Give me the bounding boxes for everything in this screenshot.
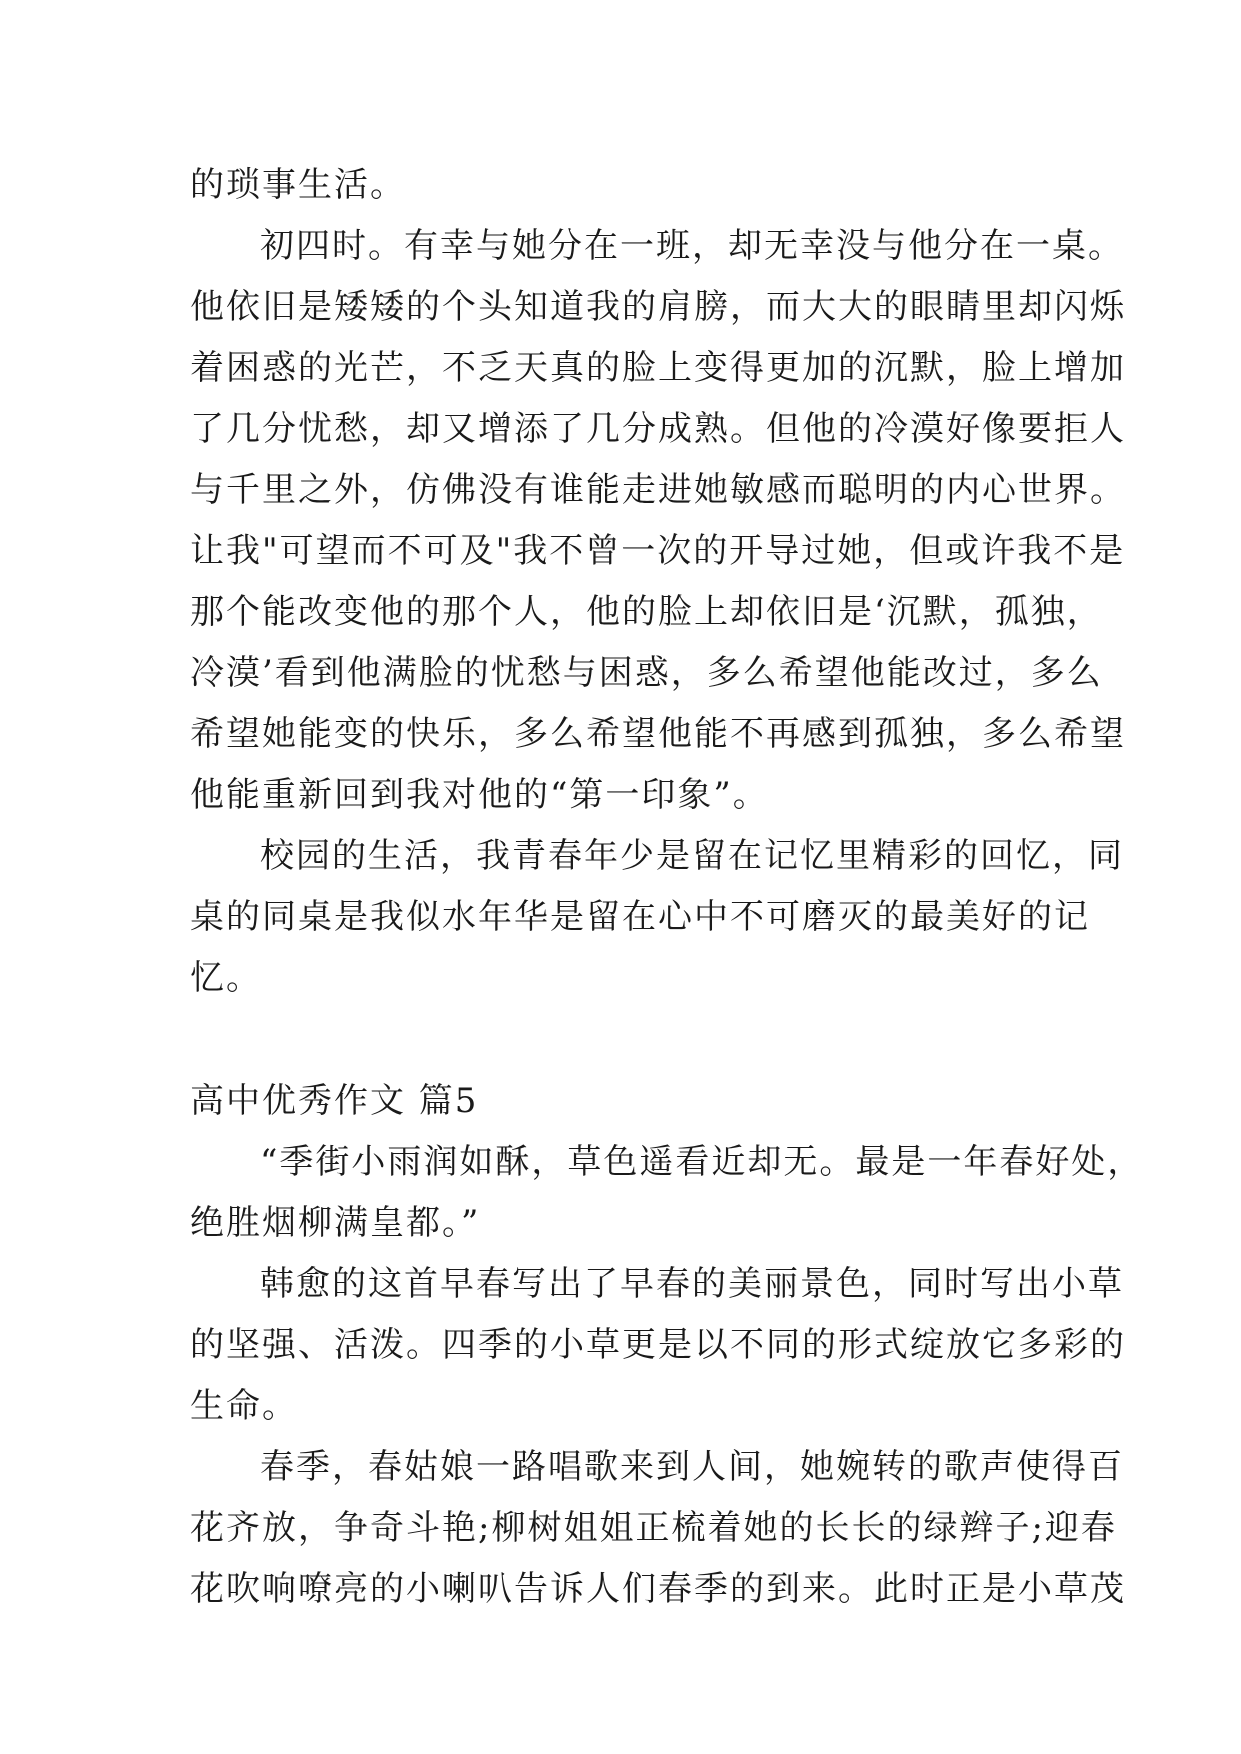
- text-line: 春季，春姑娘一路唱歌来到人间，她婉转的歌声使得百: [260, 1447, 1124, 1487]
- text-line: 花吹响嘹亮的小喇叭告诉人们春季的到来。此时正是小草茂: [190, 1569, 1126, 1609]
- text-line: 他能重新回到我对他的“第一印象”。: [190, 775, 769, 815]
- paragraph: [190, 826, 1124, 1009]
- text-line: 忆。: [190, 958, 262, 998]
- section-gap: [190, 1009, 1070, 1071]
- text-line: 绝胜烟柳满皇都。”: [190, 1203, 481, 1243]
- text-line: 着困惑的光芒，不乏天真的脸上变得更加的沉默，脸上增加: [190, 348, 1126, 388]
- text-line: 韩愈的这首早春写出了早春的美丽景色，同时写出小草: [260, 1264, 1124, 1304]
- text-line: 冷漠’看到他满脸的忧愁与困惑，多么希望他能改过，多么: [190, 653, 1103, 693]
- paragraph: [190, 1132, 1144, 1254]
- paragraph: [190, 216, 1126, 826]
- text-line: 生命。: [190, 1386, 298, 1426]
- text-line: 的琐事生活。: [190, 165, 406, 205]
- text-line: 希望她能变的快乐，多么希望他能不再感到孤独，多么希望: [190, 714, 1126, 754]
- text-line: 让我"可望而不可及"我不曾一次的开导过她，但或许我不是: [190, 531, 1126, 571]
- paragraph: [190, 1254, 1126, 1437]
- text-line: 校园的生活，我青春年少是留在记忆里精彩的回忆，同: [260, 836, 1124, 876]
- paragraph: [190, 1437, 1126, 1620]
- text-line: 初四时。有幸与她分在一班，却无幸没与他分在一桌。: [260, 226, 1124, 266]
- text-line: 桌的同桌是我似水年华是留在心中不可磨灭的最美好的记: [190, 897, 1090, 937]
- text-line: 那个能改变他的那个人，他的脸上却依旧是‘沉默，孤独，: [190, 592, 1103, 632]
- text-line: 花齐放，争奇斗艳;柳树姐姐正梳着她的长长的绿辫子;迎春: [190, 1508, 1117, 1548]
- text-line: 了几分忧愁，却又增添了几分成熟。但他的冷漠好像要拒人: [190, 409, 1126, 449]
- text-line: 他依旧是矮矮的个头知道我的肩膀，而大大的眼睛里却闪烁: [190, 287, 1126, 327]
- text-line: “季街小雨润如酥，草色遥看近却无。最是一年春好处，: [260, 1142, 1144, 1182]
- section-heading: 高中优秀作文 篇5: [190, 1081, 479, 1121]
- document-body: [190, 155, 1144, 1620]
- text-line: 的坚强、活泼。四季的小草更是以不同的形式绽放它多彩的: [190, 1325, 1126, 1365]
- paragraph: [190, 155, 1070, 216]
- text-line: 与千里之外，仿佛没有谁能走进她敏感而聪明的内心世界。: [190, 470, 1126, 510]
